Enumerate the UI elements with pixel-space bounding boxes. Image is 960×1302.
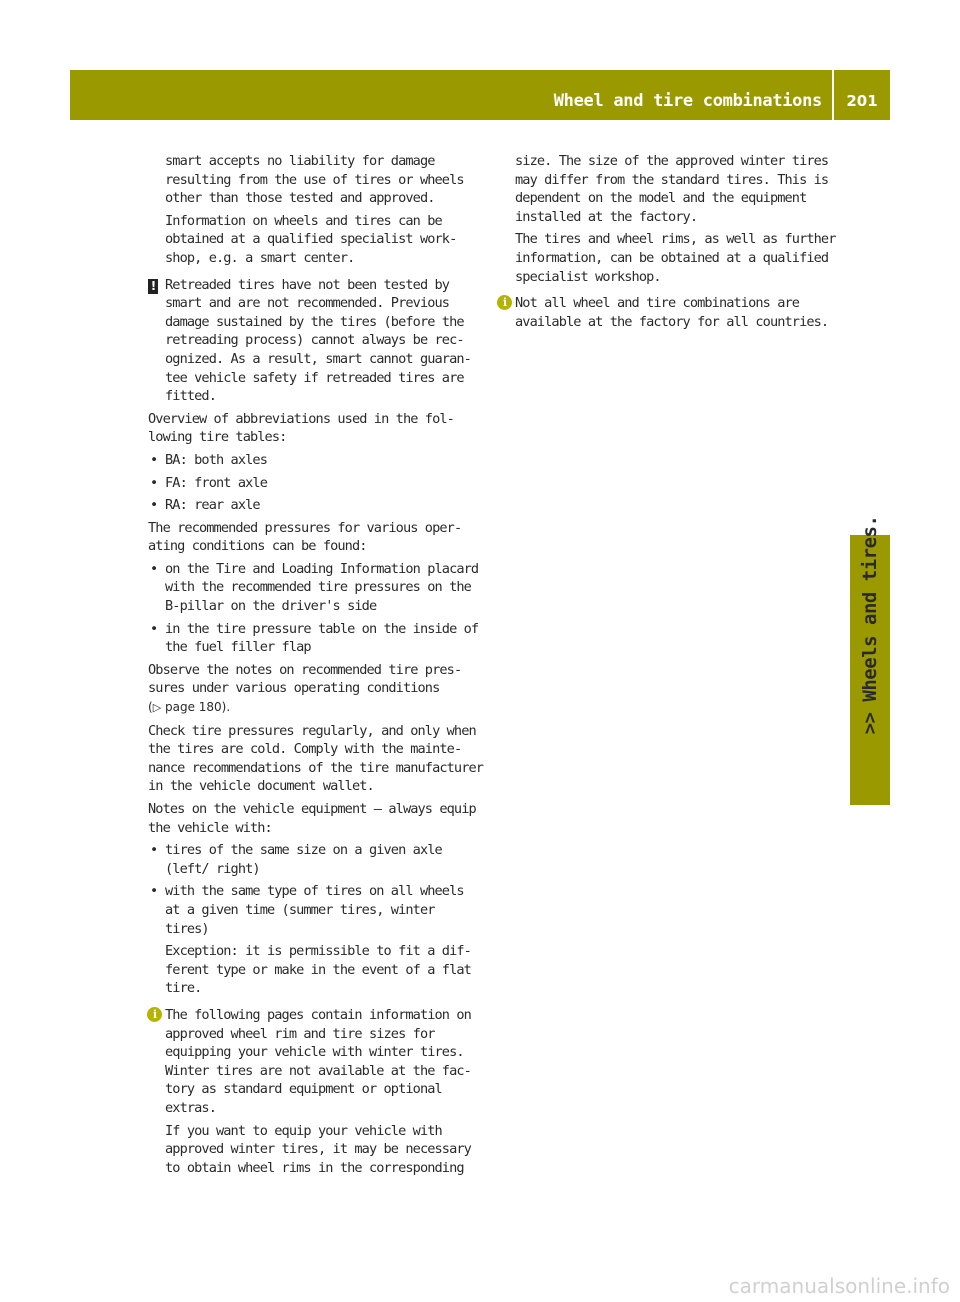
list-item-text: tires of the same size on a given axle (left/ right)	[165, 842, 442, 877]
list-item-text: RA: rear axle	[165, 497, 260, 514]
page-title: Wheel and tire combinations	[553, 91, 822, 111]
list-item-text: FA: front axle	[165, 474, 267, 491]
info-icon: i	[497, 295, 512, 310]
info-icon: i	[147, 1007, 162, 1022]
list-item	[148, 882, 485, 938]
paragraph	[148, 661, 485, 718]
info-text: Not all wheel and tire combinations are available at the factory for all countries.	[515, 295, 829, 330]
list-item	[148, 620, 485, 657]
bullet-icon: •	[150, 497, 158, 514]
page-reference[interactable]: (▷ page 180).	[148, 700, 231, 715]
warning-note	[148, 276, 485, 406]
warning-text: Retreaded tires have not been tested by smart and are not recommended. Previous damage sustained by the tires (before the retreading process) cannot always be recognized. As a result, smart cannot guarantee vehicle safety if retreaded tires are fitted.	[165, 276, 472, 405]
list-item-text: in the tire pressure table on the inside of the fuel filler flap	[165, 620, 479, 656]
paragraph: Notes on the vehicle equipment – always equip the vehicle with:	[148, 801, 476, 836]
exclamation-icon: !	[148, 279, 158, 294]
list-item	[148, 496, 485, 515]
bullet-icon: •	[150, 883, 158, 900]
list-item	[148, 560, 485, 616]
page-number: 201	[846, 92, 878, 110]
side-tab-title	[850, 515, 890, 735]
paragraph: If you want to equip your vehicle with approved winter tires, it may be necessary to obtain wheel rims in the corresponding	[165, 1122, 471, 1176]
list-item	[148, 474, 485, 493]
paragraph: The tires and wheel rims, as well as further information, can be obtained at a qualified specialist workshop.	[515, 231, 836, 285]
bullet-icon: •	[150, 560, 158, 577]
bullet-icon: •	[150, 451, 158, 468]
watermark: carmanualsonline.info	[728, 1274, 950, 1298]
paragraph: Information on wheels and tires can be obtained at a qualified specialist workshop, e.g. a smart center.	[165, 212, 458, 266]
paragraph: Check tire pressures regularly, and only when the tires are cold. Comply with the maintenance recommendations of the tire manufacturer in the vehicle document wallet.	[148, 722, 484, 795]
bullet-icon: •	[150, 620, 158, 637]
paragraph: The recommended pressures for various operating conditions can be found:	[148, 519, 463, 555]
arrow-right-icon: ▷	[152, 701, 162, 715]
paragraph: Overview of abbreviations used in the following tire tables:	[148, 410, 455, 446]
left-column	[148, 152, 485, 1181]
list-item-text: with the same type of tires on all wheels at a given time (summer tires, winter tires)	[165, 883, 464, 937]
right-column	[498, 152, 836, 335]
info-note	[148, 1006, 485, 1118]
list-item	[148, 451, 485, 470]
bullet-icon: •	[150, 474, 158, 491]
page-reference-text: page 180).	[164, 700, 231, 715]
observe-text: Observe the notes on recommended tire pressures under various operating conditions	[148, 661, 463, 697]
list-item	[148, 841, 485, 878]
paragraph: smart accepts no liability for damage resulting from the use of tires or wheels other than those tested and approved.	[165, 153, 464, 207]
info-text: The following pages contain information on approved wheel rim and tire sizes for equipping your vehicle with winter tires. Winter tires are not available at the factory as standard equipment or optional extras.	[165, 1006, 472, 1116]
list-item-text: BA: both axles	[165, 451, 267, 468]
bullet-icon: •	[150, 842, 158, 859]
info-note	[498, 294, 836, 331]
paragraph: size. The size of the approved winter tires may differ from the standard tires. This is dependent on the model and the equipment installed at the factory.	[515, 153, 829, 225]
side-tab-label: >> Wheels and tires.	[859, 515, 881, 735]
paragraph: Exception: it is permissible to fit a different type or make in the event of a flat tire.	[165, 943, 472, 997]
list-item-text: on the Tire and Loading Information placard with the recommended tire pressures on the B-pillar on the driver's side	[165, 560, 479, 615]
